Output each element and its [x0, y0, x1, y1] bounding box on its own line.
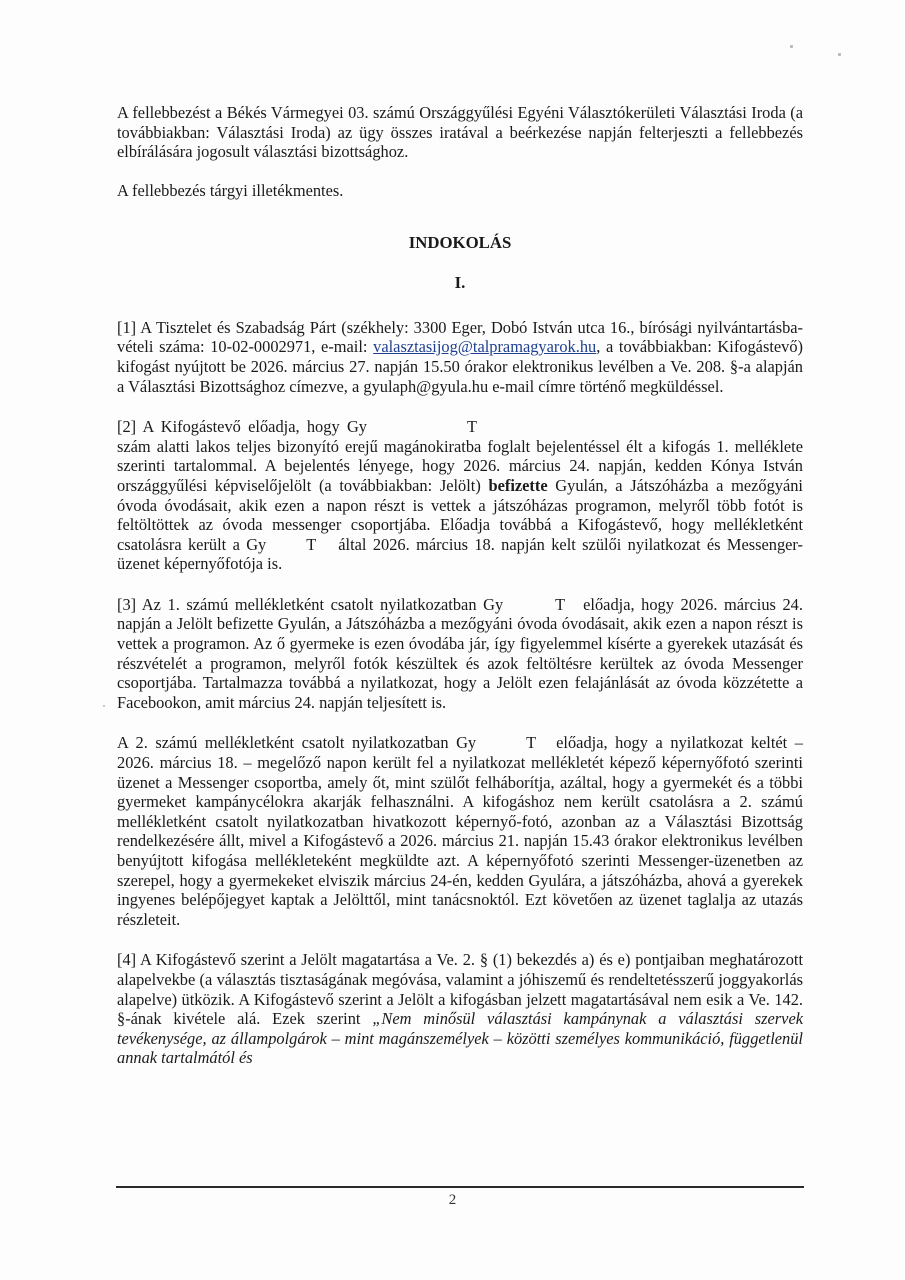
- paragraph-2-initial: T: [466, 417, 477, 437]
- paragraph-3b-text-a: A 2. számú mellékletként csatolt nyilatkozatban Gy: [117, 733, 477, 753]
- scan-speck: [103, 705, 105, 707]
- paragraph-1-text-a: [1] A Tisztelet és Szabadság Párt (székhely: 3300 Eger, Dobó István utca 16., bírósági nyilvántartásba-vételi száma: 10-02-0002971, e-mail:: [117, 317, 803, 357]
- paragraph-3b-initial: T: [526, 733, 537, 753]
- paragraph-2-text-a: [2] A Kifogástevő előadja, hogy Gy: [117, 417, 367, 437]
- page-number: 2: [448, 1192, 457, 1208]
- paragraph-2-initial-2: T: [306, 534, 317, 554]
- paragraph-1: [117, 318, 803, 396]
- scan-speck: [790, 45, 793, 48]
- section-title: INDOKOLÁS: [408, 232, 512, 252]
- paragraph-3b-text-b: előadja, hogy a nyilatkozat keltét – 2026. március 18. – megelőző napon került fel a nyilatkozat mellékletét képező képernyőfotó szerinti üzenet a Messenger csoportba, amely őt, mint szülőt felháborítja, azáltal, hogy a gyermekét és a többi gyermeket kampánycélokra akarják felhasználni. A kifogáshoz nem került csatolásra a 2. számú mellékletként csatolt nyilatkozatban hivatkozott képernyő-fotó, azonban az a Választási Bizottság rendelkezésére állt, mivel a Kifogástevő a 2026. március 21. napján 15.43 órakor elektronikus levélben benyújtott kifogása mellékleteként megküldte azt. A képernyőfotó szerinti Messenger-üzenetben az szerepel, hogy a gyermekeket elviszik március 24-én, kedden Gyulára, a játszóházba, ahová a gyerekek ingyenes belépőjegyet kaptak a Jelölttől, mint tanácsnoktól. Ezt követően az üzenet taglalja az utazás részleteit.: [117, 733, 803, 929]
- paragraph-4-quote: „Nem minősül választási kampánynak a választási szervek tevékenysége, az állampolgárok – mint magánszemélyek – közötti személyes kommunikáció, függetlenül annak tartalmától és: [117, 1009, 803, 1068]
- section-number: I.: [454, 273, 466, 293]
- footer-rule: [116, 1186, 804, 1188]
- paragraph-3: [117, 595, 803, 713]
- paragraph-2: [117, 417, 803, 574]
- paragraph-1-text-b: , a továbbiakban: Kifogástevő) kifogást nyújtott be 2026. március 27. napján 15.50 órakor elektronikus levélben a Ve. 208. §-a alapján a Választási Bizottsághoz címezve, a gyulaph@gyula.hu e-mail címre történő megküldéssel.: [117, 337, 804, 396]
- paragraph-2-text-c: Gyulán, a Játszóházba a mezőgyáni óvoda óvodásait, akik ezen a napon részt is vettek a játszóházas programon, melyről több fotót is feltöltöttek az óvoda messenger csoportjába. Előadja továbbá a Kifogástevő, hogy mellékletként csatolásra került a Gy: [117, 475, 803, 554]
- paragraph-3-initial: T: [555, 594, 566, 614]
- paragraph-2-bold: befizette: [488, 475, 548, 495]
- paragraph-3-text-a: [3] Az 1. számú mellékletként csatolt nyilatkozatban Gy: [117, 594, 504, 614]
- paragraph-4: [117, 950, 803, 1068]
- intro-paragraph-2: A fellebbezés tárgyi illetékmentes.: [117, 181, 344, 201]
- paragraph-3-text-b: előadja, hogy 2026. március 24. napján a Jelölt befizette Gyulán, a Játszóházba a mezőgyáni óvoda óvodásait, akik ezen a napon részt is vettek a programon. Az ő gyermeke is ezen óvodába jár, így figyelemmel kísérte a gyerekek utazását és részvételét a programon, melyről fotók készültek és azok feltöltésre kerültek az óvoda Messenger csoportjába. Tartalmazza továbbá a nyilatkozat, hogy a Jelölt ezen felajánlását az óvoda közzétette a Facebookon, amit március 24. napján teljesített is.: [117, 594, 803, 712]
- paragraph-4-text: [4] A Kifogástevő szerint a Jelölt magatartása a Ve. 2. § (1) bekezdés a) és e) pontjaiban meghatározott alapelvekbe (a választás tisztaságának megóvása, valamint a jóhiszemű és rendeltetésszerű joggyakorlás alapelve) ütközik. A Kifogástevő szerint a Jelölt a kifogásban jelzett magatartásával nem esik a Ve. 142. §-ának kivétele alá. Ezek szerint: [117, 950, 803, 1029]
- paragraph-3b: [117, 733, 803, 929]
- intro-paragraph-1: A fellebbezést a Békés Vármegyei 03. számú Országgyűlési Egyéni Választókerületi Választási Iroda (a továbbiakban: Választási Iroda) az ügy összes iratával a beérkezése napján felterjeszti a fellebbezés elbírálására jogosult választási bizottsághoz.: [117, 103, 803, 162]
- document-body: [117, 103, 803, 1068]
- email-link[interactable]: valasztasijog@talpramagyarok.hu: [373, 337, 597, 357]
- scan-speck: [838, 53, 841, 56]
- paragraph-2-text-b: szám alatti lakos teljes bizonyító erejű magánokiratba foglalt bejelentéssel élt a kifogás 1. melléklete szerinti tartalommal. A bejelentés lényege, hogy 2026. március 24. napján, kedden Kónya István országgyűlési képviselőjelölt (a továbbiakban: Jelölt): [117, 436, 803, 495]
- paragraph-2-text-d: által 2026. március 18. napján kelt szülői nyilatkozat és Messenger-üzenet képernyőfotója is.: [117, 534, 804, 574]
